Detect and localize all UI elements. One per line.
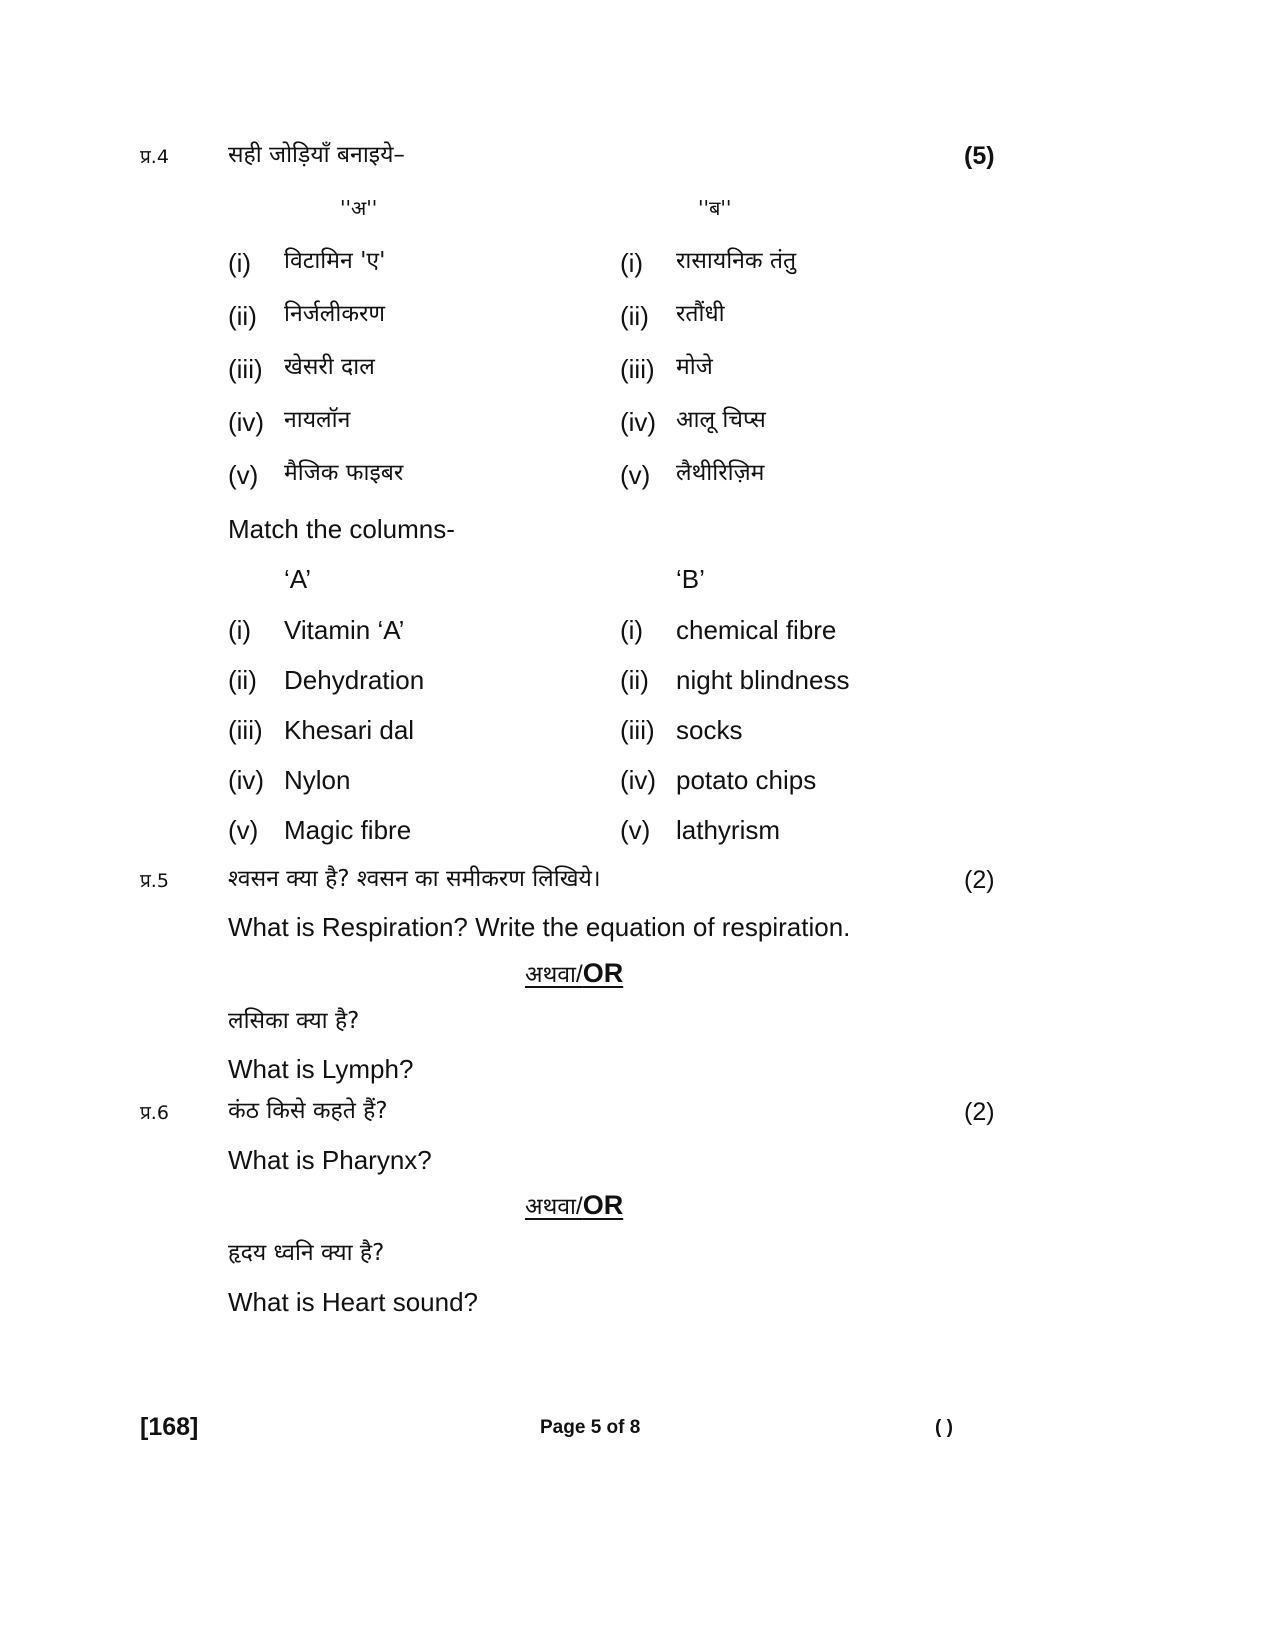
row-number: (iii) xyxy=(620,354,655,384)
or-hi: अथवा xyxy=(525,1194,577,1220)
col-a-text: खेसरी दाल xyxy=(284,354,375,380)
col-b-text: chemical fibre xyxy=(676,615,837,645)
col-a-text: Vitamin ‘A’ xyxy=(284,615,405,645)
en-col-b-header: ‘B’ xyxy=(676,564,705,594)
col-a-text: मैजिक फाइबर xyxy=(284,460,404,486)
en-col-a-header: ‘A’ xyxy=(284,564,311,594)
q5-number: प्र.5 xyxy=(140,870,169,892)
q6-question-en: What is Pharynx? xyxy=(228,1145,432,1175)
col-a-text: Magic fibre xyxy=(284,815,412,845)
row-number: (v) xyxy=(620,460,651,490)
q4-marks: (5) xyxy=(964,142,995,170)
q6-question-hi: कंठ किसे कहते हैं? xyxy=(228,1098,388,1124)
q6-marks: (2) xyxy=(964,1098,995,1126)
row-number: (i) xyxy=(228,615,252,645)
col-a-text: Dehydration xyxy=(284,665,425,695)
row-number: (ii) xyxy=(228,301,257,331)
col-b-text: मोजे xyxy=(676,354,713,380)
col-a-text: नायलॉन xyxy=(284,407,351,433)
q4-number: प्र.4 xyxy=(140,146,169,168)
hi-col-a-header: ''अ'' xyxy=(340,196,378,220)
q6-alt-hi: हृदय ध्वनि क्या है? xyxy=(228,1240,385,1266)
q5-alt-hi: लसिका क्या है? xyxy=(228,1008,360,1034)
or-slash: / xyxy=(576,1193,583,1220)
row-number: (ii) xyxy=(620,665,649,695)
col-a-text: Nylon xyxy=(284,765,351,795)
q4-instruction-en: Match the columns- xyxy=(228,514,455,544)
row-number: (iv) xyxy=(228,407,265,437)
col-a-text: निर्जलीकरण xyxy=(284,301,386,327)
row-number: (ii) xyxy=(228,665,257,695)
col-b-text: आलू चिप्स xyxy=(676,407,766,433)
col-a-text: विटामिन 'ए' xyxy=(284,248,386,274)
q6-number: प्र.6 xyxy=(140,1102,169,1124)
col-b-text: रतौंधी xyxy=(676,301,725,327)
col-b-text: लैथीरिज़िम xyxy=(676,460,765,486)
row-number: (v) xyxy=(620,815,651,845)
q5-question-en: What is Respiration? Write the equation of respiration. xyxy=(228,912,851,942)
footer-right-marker: ( ) xyxy=(935,1417,953,1438)
row-number: (i) xyxy=(620,248,644,278)
paper-code: [168] xyxy=(140,1413,199,1441)
q5-question-hi: श्वसन क्या है? श्वसन का समीकरण लिखिये। xyxy=(228,866,601,892)
q6-or-separator xyxy=(525,1192,623,1219)
q5-or-separator xyxy=(525,960,623,987)
page-number: Page 5 of 8 xyxy=(540,1417,641,1438)
row-number: (iv) xyxy=(620,407,657,437)
row-number: (v) xyxy=(228,815,259,845)
col-b-text: night blindness xyxy=(676,665,850,695)
row-number: (v) xyxy=(228,460,259,490)
q4-instruction-hi: सही जोड़ियाँ बनाइये– xyxy=(228,142,405,168)
col-b-text: potato chips xyxy=(676,765,817,795)
hi-col-b-header: ''ब'' xyxy=(698,196,732,220)
col-b-text: socks xyxy=(676,715,743,745)
row-number: (i) xyxy=(620,615,644,645)
col-b-text: रासायनिक तंतु xyxy=(676,248,797,274)
row-number: (i) xyxy=(228,248,252,278)
or-hi: अथवा xyxy=(525,962,577,988)
col-a-text: Khesari dal xyxy=(284,715,415,745)
row-number: (iii) xyxy=(620,715,655,745)
row-number: (ii) xyxy=(620,301,649,331)
col-b-text: lathyrism xyxy=(676,815,781,845)
row-number: (iii) xyxy=(228,354,263,384)
row-number: (iii) xyxy=(228,715,263,745)
row-number: (iv) xyxy=(228,765,265,795)
row-number: (iv) xyxy=(620,765,657,795)
or-slash: / xyxy=(576,961,583,988)
or-en: OR xyxy=(582,1190,624,1220)
q5-alt-en: What is Lymph? xyxy=(228,1054,414,1084)
q5-marks: (2) xyxy=(964,866,995,894)
or-en: OR xyxy=(582,958,624,988)
q6-alt-en: What is Heart sound? xyxy=(228,1287,479,1317)
